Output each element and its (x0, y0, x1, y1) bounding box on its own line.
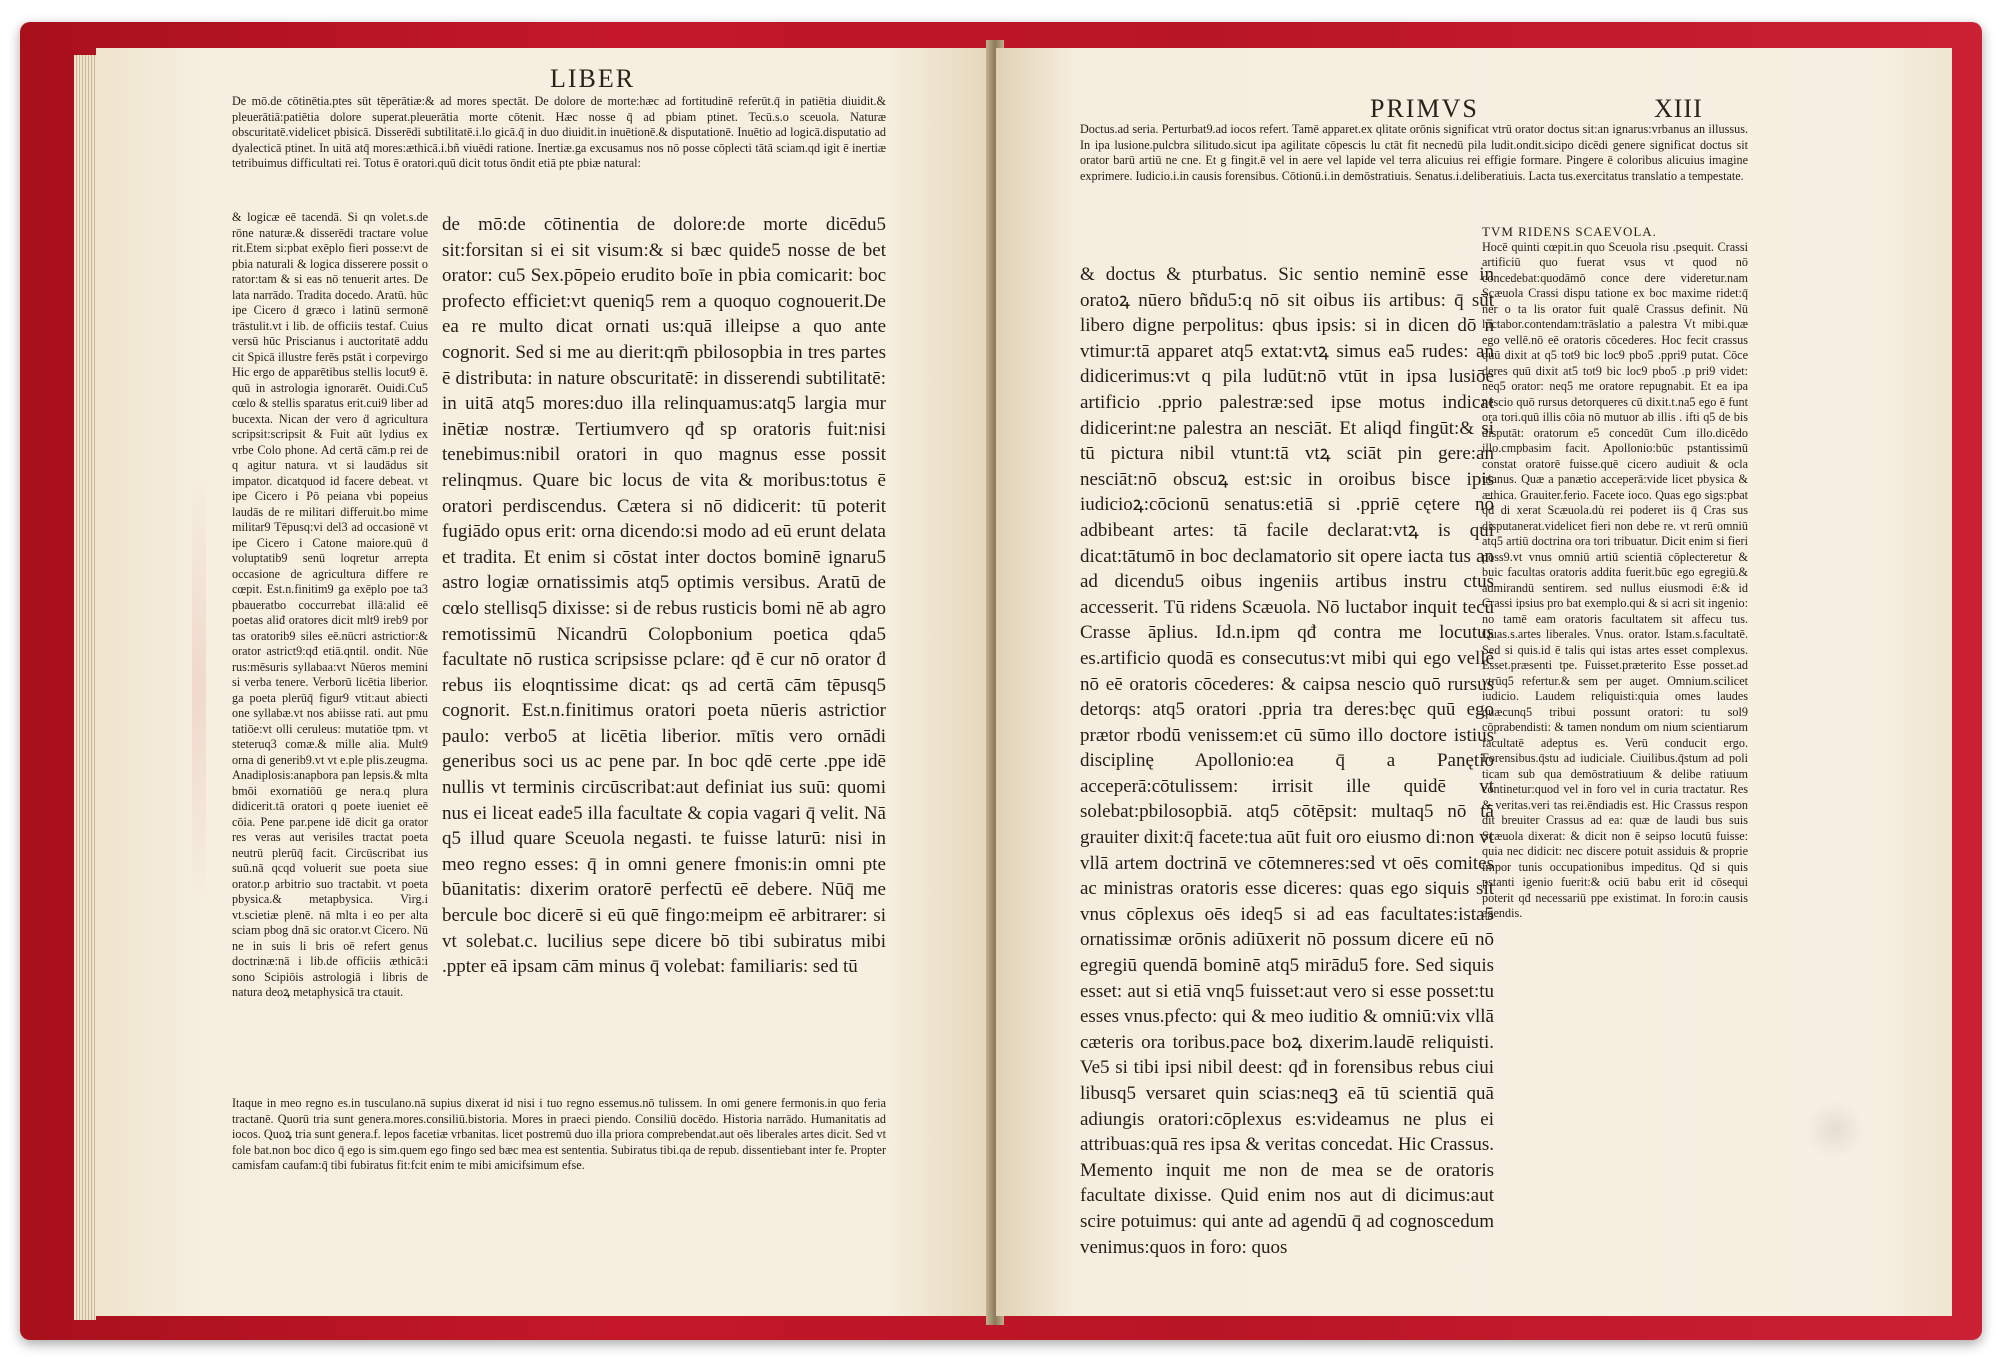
ink-smudge (1805, 1100, 1865, 1160)
running-head-left: LIBER (550, 64, 636, 93)
page-stain (192, 468, 206, 908)
commentary-bottom-left (232, 1096, 886, 1196)
commentary-text: De mō.de cōtinētia.ptes sūt tēperātiæ:& ad mores spectāt. De dolore de morte:hæc ad fortitudinē referūt.q̄ in patiētia diuidit.& pleuerātiā:patiētia dolore superat.pleuerātia morte cōtenit. Hæc nosse q̄ ad pbiam ptinet. Tecū.s.o sceuola. Naturæ obscuritatē.videlicet pbisicā. Disserēdi subtilitatē.i.lo gicā.q̄ in duo diuidit.in inuētionē.& disputationē. Inuētio ad logicā.disputatio ad dyalecticā ptinet. In uitā atq̄ mores:æthicā.i.bñ viuēdi ratione. Inertiæ.ga excusamus nos nō posse cōplecti tātā sciam.qd igit ē inertiæ tetribuimus difficultati rei. Totus ē oratori.quū dicit totus ōndit etiā pte pbiæ natural: (232, 94, 886, 170)
page-edges (74, 55, 96, 1320)
main-text: & doctus & pturbatus. Sic sentio neminē esse in oratoꝝ nūero bñdu5:q nō sit oibus iis artibus: q̄ sūt libero digne perpolitus: qbus ipsis: si in dicen dō n̄ vtimur:tā apparet atq5 extat:vtꝝ simus ea5 rudes: an didicerimus:vt q pila ludūt:nō vtūt in ipsa lusiōe artificio .pprio palestræ:sed ipse motus indicat didicerint:ne palestra an nesciāt. Et aliqd fingūt:& si tū pictura nibil vtunt:tā vtꝝ sciāt pin gere:an nesciāt:nō obscuꝝ est:sic in oroibus bisce ipis iudicioꝝ:cōcionū senatus:etiā si .ppriē cętere nō adbibeant artes: tā facile declarat:vtꝝ is qui dicat:tātumō in boc declamatorio sit opere iacta tus an ad dicendu5 oibus ingeniis artibus instru ctus accesserit. Tū ridens Scæuola. Nō luctabor inquit tecū Crasse āplius. Id.n.ipm qđ contra me locutus es.artificio quodā es consecutus:vt mibi qui ego vellē nō eē oratoris cōcederes: & caipsa nescio quō rursus detorqs: atq5 oratori .ppria tra deres:bęc quū ego prætor rbodū venissem:et cū sūmo illo doctore istius disciplinę Apollonio:ea q̄ a Panętio acceperā:cōtulissem: irrisit ille quidē vt solebat:pbilosopbiā. atq5 cōtēpsit: multaq5 nō tā grauiter dixit:q̄ facete:tua aūt fuit oro eiusmo di:non vt vllā artem doctrinā ve cōtemneres:sed vt oēs comites ac ministras oratoris esse diceres: quas ego siquis sit vnus cōplexus oēs ideq5 si ad eas facultates:ista5 ornatissimæ orōnis adiūxerit nō possum dicere eū nō egregiū quendā bominē atq5 mirādu5 fore. Sed siquis esset: aut si etiā vnq5 fuisset:aut vero si esse posset:tu esses vnus.pfecto: qui & meo iuditio & omniū:vix vllā cæteris ora toribus.pace boꝝ dixerim.laudē reliquisti. Ve5 si tibi ipsi nibil deest: qđ in forensibus rebus ciui libusq5 versaret quin scias:neqꝫ eā tū scientiā quā adiungis oratori:cōplexus es:videamus ne plus ei attribuas:quā res ipsa & veritas concedat. Hic Crassus. Memento inquit me non de mea se de oratoris facultate dixisse. Quid enim nos aut di dicimus:aut scire potuimus: qui ante ad agendū q̄ ad cognoscedum venimus:quos in foro: quos (1080, 264, 1494, 1258)
folio-number: XIII (1654, 94, 1703, 123)
commentary-text: Hocē quinti cœpit.in quo Sceuola risu .psequit. Crassi artificiū quo fuerat vsus vt quod nō concedebat:quodāmō conce dere videretur.nam Scæuola Crassi dispu tatione ex boc maxime ridet:q̄ ner o ta lis orator fuit qualē Crassus definit. Nū luctabor.contendam:trāslatio a palestra Vt mibi.quæ ego vellē.nō eē oratoris cōcederes. Hoc fecit crassus quū dixit at q5 tot9 bic loc9 pbo5 .ppri9 putat. Cōce deres quū dixit at5 tot9 bic loc9 pbo5 .p pri9 videt: neq5 orator: neq5 me oratore repugnabit. Et ea ipa nescio quō rursus detorqueres cū dixit.t.na5 ego ē funt ora tori.quū illis cōia nō mutuor ab illis . ifti q5 de bis disputāt: oratorum e5 concedūt Cum illo.dicēdo illo.cmpbasim facit. Apollonio:būc pstantissimū constat oratorē fuisse.quē cicero audiuit & ocla uianus. Quæ a panætio acceperā:vide licet pbysica & æthica. Grauiter.ferio. Facete ioco. Quas ego sigs:pbat qđ di xerat Scæuola.du̇ rei poderet iis q̄ Cras sus disputanerat.videlicet fieri non debe re. vt rerū omniū atq5 artiū doctrina ora tori tribuatur. Dicit enim si fieri poss9.vt vnus omniū artiū scientiā cōplecteretur & buic facultas oratoris addita fuerit.būc ego egregiū.& admirandū sentirem. sed nullus eiusmodi ē:& id Crassi ipsius pro bat exemplo.qui & si acri sit ingenio: no tamē eam oratoris facultatem sit affecu tus. Quas.s.artes liberales. Vnus. orator. Istam.s.facultatē. Sed si quis.id ē talis qui istas artes esset complexus. Esset.præsenti tpe. Fuisset.præterito Esse posset.ad vtrūq5 refertur.& sem per auget. Omnium.scilicet iudicio. Laudem reliquisti:quia omes laudes quæcunq5 tribui possunt oratori: tu sol9 cōprabendisti: & tamen nondum om nium scientiarum facultatē adeptus es. Verū conducit ergo. Forensibus.q̄stu ad iudiciale. Ciuilibus.q̄stum ad poli ticam sub qua demōstratiuum & delibe ratiuum continetur:quod vel in foro vel in curia tractatur. Res & veritas.veri tas rei.ēndiadis est. Hic Crassus respon dit breuiter Crassus ad ea: quæ de laudi bus suis Scæuola dixerat: & dicit non ē seipso locutū fuisse: quia nec didicit: nec discere potuit assiduis & proprie impor tunis occupationibus impeditus. Qđ si quis pstanti igenio fuerit:& ociū babu erit id cōsequi poterit qđ necessariū ppe existimat. In foro:in causis agendis. (1482, 239, 1748, 920)
running-head-right: PRIMVS (1370, 94, 1479, 123)
commentary-text: & logicæ eē tacendā. Si qn volet.s.de rōne naturæ.& disserēdi tractare volue rit.Etem si:pbat exēplo fieri posse:vt de pbia naturali & logica disserere possit o rator:tam & si eas nō tenuerit artes. De lata narrādo. Tradita docedo. Aratū. hūc ipe Cicero ḋ græco i latinū sermonē trāstulit.vt i lib. de officiis testaf. Cuius versū hūc Priscianus i auctoritatē addu cit Spicā illustre ferēs pstāt i corpevirgo Hic ergo de apparētibus stellis locut9 ē. quū in astrologia ignorarēt. Ouidi.Cu5 cœlo & stellis sparatus erit.cui9 liber ad bucexta. Nican der vero ḋ agricultura scripsit:scripsit & Fuit aūt lydius ex vrbe Colo phone. Ad certā cām.p rei de q agitur natura. vt si laudādus sit impator. dicatquod id facere debeat. vt ipe Cicero i Pō peiana vbi popeius laudās de re militari differuit.bo mime militar9 Tēpusq:vi del3 ad occasionē vt ipe Cicero i Catone maiore.quū ḋ voluptatib9 senū loqretur arrepta occasione de agricultura differe re cœpit. Est.n.finitim9 ga exēplo poe ta3 pbaueratbo coccurrebat illā:alid eē poetas aliđ oratores dicit mlt9 ireb9 por tas oratorib9 siles eē.nūcri astrictior:& orator astrict9:qđ etiā.qntil. ondit. Nūe rus:mēsuris syllabaa:vt Nūeros memini si verba tenere. Verborū licētia liberior. ga poeta plerūq̄ figur9 vtit:aut abiecti one syllabæ.vt nos abiisse rati. aut pmu tatiōe:vt olli ceruleus: mutatiōe tpm. vt steteruq3 comæ.& mille alia. Mult9 orna di generib9.vt vt e.ple plis.zeugma. Anadiplosis:anapbora pan lepsis.& mlta bmōi exornatiōū ge nera.q plura didicerit.tā oratori q poete iueniet eē cōia. Pene par.pene idē dicit ga orator res veras aut verisiles tractat poeta neutrū plerūq̄ facit. Circūscribat ius suū.nā qcqd voluerit sue poeta siue orator.p arbitrio suo tractabit. vt poeta pbysica.& metapbysica. Virg.i vt.scietiæ plenē. nā mlta i eo per alta sciam pbog dnā sic orator.vt Cicero. Nū ne in suis li bris oē refert genus doctrinæ:nā i lib.de officiis æthicā:i sono Scipiōis astrologiā i libris de natura deoꝝ metaphysicā tra ctauit. (232, 210, 428, 999)
commentary-heading: TVM RIDENS SCAEVOLA. (1482, 224, 1657, 239)
commentary-top-left (232, 94, 886, 206)
commentary-text: Itaque in meo regno es.in tusculano.nā supius dixerat id nisi i tuo regno essemus.nō tulissem. In omi genere fermonis.in quo feria tractanē. Quorū tria sunt genera.mores.consiliū.bistoria. Mores in praeci piendo. Consiliū docēdo. Historia narrādo. Humanitatis ad iocos. Quoꝝ tria sunt genera.f. lepos facetiæ vrbanitas. licet postremū duo illa priora comprebendat.aut oēs liberales artes dicit. Sed vt fole bat.non boc dico q̄ ego is sim.quem ego fingo sed bæc mea est sententia. Subiratus tibi.qa de repub. dissentiebant inter fe. Propter camisfam caufam:q̄ tibi fubiratus fit:fcit enim te mibi amicifsimum efse. (232, 1096, 886, 1172)
main-text-column-right (1080, 262, 1494, 1258)
main-text: de mō:de cōtinentia de dolore:de morte dicēdu5 sit:forsitan si ei sit visum:& si bæc quide5 nosse de bet orator: cu5 Sex.pōpeio erudito boīe in pbia comicarit: boc profecto efficiet:vt queniq5 rem a quoquo cognouerit.De ea re multo dicat ornati us:quā illeipse a quo ante cognorit. Sed si me au dierit:qm̄ pbilosopbia in tres partes ē distributa: in nature obscuritatē: in disserendi subtilitatē: in uitā atq5 mores:duo illa relinquamus:atq5 largia mur inētiæ nostræ. Tertiumvero qđ sp oratoris fuit:nisi tenebimus:nibil oratori in quo magnus esse possit relinqmus. Quare bic locus de vita & moribus:totus ē oratori perdiscendus. Cætera si nō didicerit: tū poterit fugiādo opus erit: orna dicendo:si modo ad eū erunt delata et tradita. Et enim si cōstat inter doctos bominē ignaru5 astro logiæ ornatissimis atq5 optimis versibus. Aratū de cœlo stellisq5 dixisse: si de rebus rusticis bomi nē ab agro remotissimū Nicandrū Colopbonium poetica qda5 facultate nō rustica scripsisse pclare: qđ ē cur nō orator ḋ rebus iis eloqntissime dicat: qs ad certā cām tēpusq5 cognorit. Est.n.finitimus oratori poeta nūeris astrictior paulo: verbo5 at licētia liberior. mītis vero ornādi generibus soci us ac pene par. In boc qdē certe .ppe idē nullis vt terminis circūscribat:aut definiat ius suū: quomi nus ei liceat eade5 illa facultate & copia vagari q̄ velit. Nā q5 illud quare Sceuola negasti. te fuisse laturū: nisi in meo regno esses: q̄ in omni genere fmonis:in omni pte būanitatis: dixerim oratorē perfectū eē debere. Nūq̄ me bercule boc dicerē si eū quē fingo:meipm eē arbitrarer: si vt solebat.c. lucilius sepe dicere bō tibi subiratus mibi .ppter eā ipsam cām minus q̄ volebat: familiaris: sed tū (442, 214, 886, 978)
commentary-text: Doctus.ad seria. Perturbat9.ad iocos refert. Tamē apparet.ex qlitate orōnis significat vtrū orator doctus sit:an ignarus:vrbanus an illussus. In ipa lusione.pulcbra silitudo.sicut ipa agilitate cōpescis lu ctāt fit necnedū pila ludit.ondit.sicipo dicēdi genere significat doctus sit orator barū artiū ne cne. Et g fingit.ē vel in aere vel lapide vel terra alicuius rei effigie formare. Pingere ē coloribus alicuius imagine exprimere. Iudicio.i.in causis forensibus. Cōtionū.i.in demōstratiuis. Senatus.i.deliberatiuis. Lacta tus.exercitatus translatio a tempestate. (1080, 122, 1748, 183)
commentary-column-right (1482, 224, 1748, 1224)
left-page (96, 48, 992, 1316)
commentary-column-left (232, 210, 428, 1095)
main-text-column-left (442, 212, 886, 1092)
